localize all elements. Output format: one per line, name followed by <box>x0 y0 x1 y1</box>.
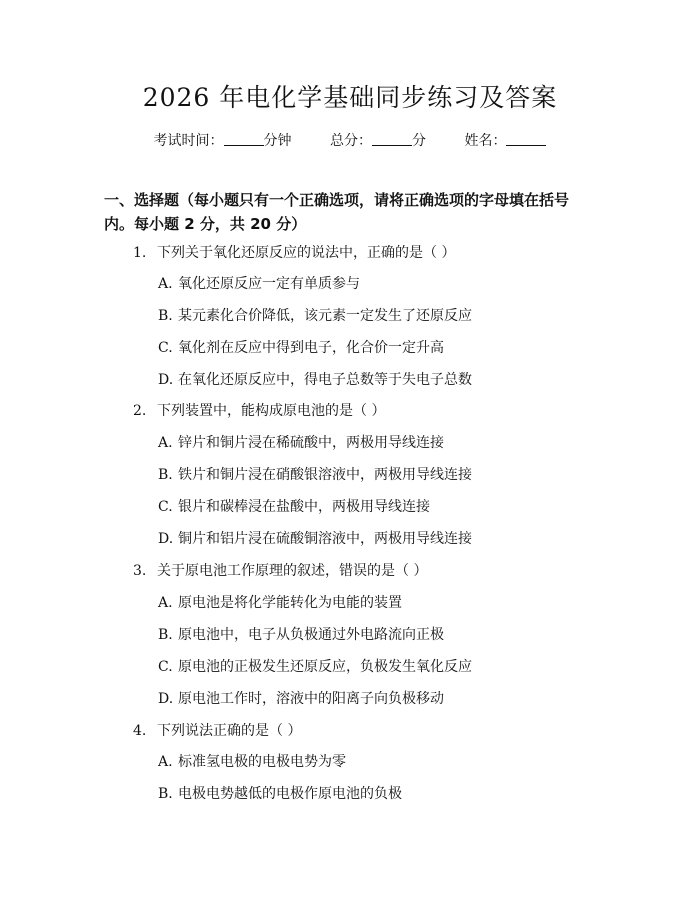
question-2 <box>133 401 385 421</box>
option-text: 原电池是将化学能转化为电能的装置 <box>178 595 402 611</box>
option-text: 标准氢电极的电极电势为零 <box>178 754 346 770</box>
question-text: 下列装置中，能构成原电池的是（ ） <box>157 403 386 419</box>
option-text: 在氧化还原反应中，得电子总数等于失电子总数 <box>178 372 472 388</box>
total-score-blank <box>372 133 412 146</box>
option-text: 氧化还原反应一定有单质参与 <box>178 276 360 292</box>
question-1-option-b <box>158 306 472 326</box>
option-text: 电极电势越低的电极作原电池的负极 <box>178 786 402 802</box>
option-letter: A. <box>158 595 173 611</box>
option-letter: C. <box>158 499 173 515</box>
question-3-option-d <box>158 689 444 709</box>
section-heading: 一、选择题（每小题只有一个正确选项，请将正确选项的字母填在括号内。每小题 2 分，共 20 分） <box>104 191 570 233</box>
question-4-option-a <box>158 752 346 772</box>
question-1-option-c <box>158 338 444 358</box>
option-letter: B. <box>158 308 173 324</box>
question-2-option-c <box>158 497 430 517</box>
question-2-option-b <box>158 465 472 485</box>
option-letter: D. <box>158 691 174 707</box>
question-text: 下列说法正确的是（ ） <box>157 723 302 739</box>
page-title: 2026 年电化学基础同步练习及答案 <box>142 83 558 112</box>
question-1-option-d <box>158 370 472 390</box>
question-number: 4. <box>133 723 147 739</box>
option-letter: C. <box>158 340 173 356</box>
question-3-option-b <box>158 625 444 645</box>
option-text: 锌片和铜片浸在稀硫酸中，两极用导线连接 <box>178 435 444 451</box>
question-3-option-c <box>158 657 472 677</box>
option-letter: B. <box>158 627 173 643</box>
exam-time-blank <box>224 133 264 146</box>
question-1-option-a <box>158 274 360 294</box>
option-text: 某元素化合价降低，该元素一定发生了还原反应 <box>178 308 472 324</box>
total-score-unit: 分 <box>412 133 426 149</box>
question-4-option-b <box>158 784 402 804</box>
option-text: 铁片和铜片浸在硝酸银溶液中，两极用导线连接 <box>178 467 472 483</box>
question-number: 1. <box>133 245 147 261</box>
question-number: 3. <box>133 563 147 579</box>
question-2-option-d <box>158 529 472 549</box>
option-letter: D. <box>158 531 174 547</box>
option-letter: A. <box>158 435 173 451</box>
option-letter: A. <box>158 276 173 292</box>
student-name-label: 姓名： <box>464 133 507 149</box>
option-letter: B. <box>158 467 173 483</box>
student-name-blank <box>506 133 546 146</box>
question-1 <box>133 243 455 263</box>
question-number: 2. <box>133 403 147 419</box>
option-text: 原电池中，电子从负极通过外电路流向正极 <box>178 627 444 643</box>
question-3 <box>133 561 427 581</box>
exam-time-unit: 分钟 <box>263 133 292 149</box>
option-text: 原电池工作时，溶液中的阳离子向负极移动 <box>178 691 444 707</box>
option-letter: A. <box>158 754 173 770</box>
total-score-label: 总分： <box>330 133 372 149</box>
question-3-option-a <box>158 593 402 613</box>
option-letter: C. <box>158 659 173 675</box>
option-text: 铜片和铝片浸在硫酸铜溶液中，两极用导线连接 <box>178 531 472 547</box>
question-text: 下列关于氧化还原反应的说法中，正确的是（ ） <box>157 245 456 261</box>
exam-time-field <box>154 131 292 151</box>
question-text: 关于原电池工作原理的叙述，错误的是（ ） <box>157 563 428 579</box>
student-name-field <box>464 131 546 151</box>
option-letter: D. <box>158 372 174 388</box>
question-4 <box>133 721 301 741</box>
option-text: 氧化剂在反应中得到电子，化合价一定升高 <box>178 340 444 356</box>
exam-meta-line <box>0 131 700 151</box>
total-score-field <box>330 131 426 151</box>
option-text: 银片和碳棒浸在盐酸中，两极用导线连接 <box>178 499 430 515</box>
question-2-option-a <box>158 433 444 453</box>
option-letter: B. <box>158 786 173 802</box>
option-text: 原电池的正极发生还原反应，负极发生氧化反应 <box>178 659 472 675</box>
exam-time-label: 考试时间： <box>153 133 224 149</box>
